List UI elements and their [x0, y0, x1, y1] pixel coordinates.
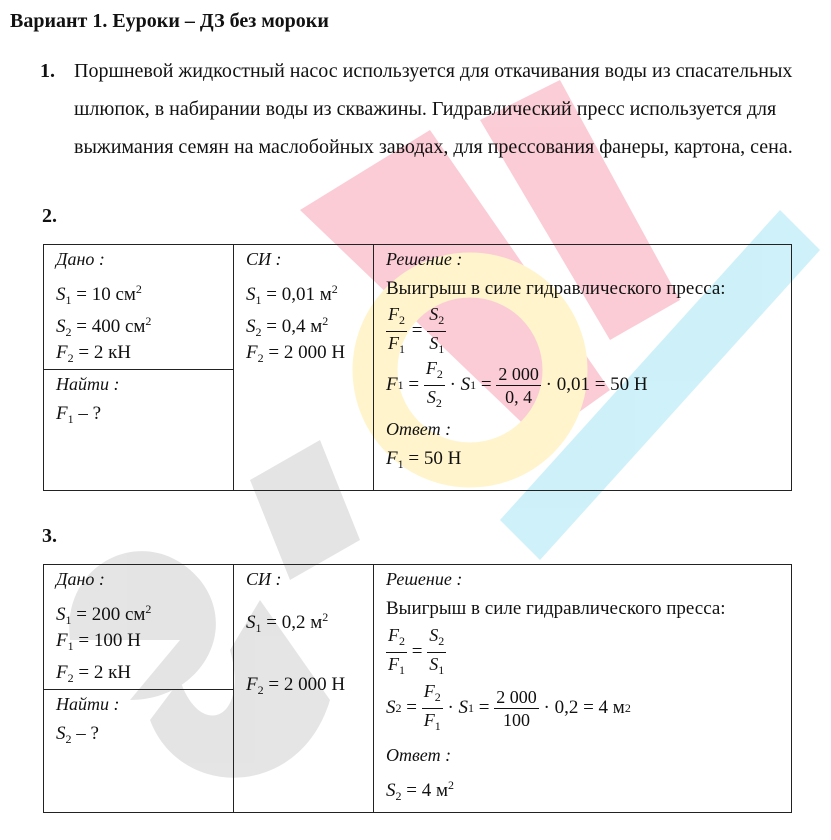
task-3-si-cell: СИ : $S_1 = 0,2$ $м^2$ $F_2 = 2$ 000 Н	[234, 565, 374, 813]
question-2-number: 2.	[42, 205, 57, 227]
solution-text: Выигрыш в силе гидравлического пресса:	[386, 278, 726, 299]
si-header: СИ	[246, 569, 272, 589]
given-line: $S_1 = 200$ $см^2$	[56, 602, 152, 627]
solution-header: Решение	[386, 569, 452, 589]
given-line: $F_2 = 2$ кН	[56, 342, 132, 365]
task-3-solution-cell: Решение : Выигрыш в силе гидравлического пресса: $\frac{F_2}{F_1}$ = $\frac{S_2}{S_1}$ S 2 = $\frac{F_2}{F_1}$ · S 1 = $\frac{2 000}{100}$ · 0,2 = 4 м 2 Ответ : $S_2 = 4$ $м^2$	[374, 565, 792, 813]
si-line: $S_2 = 0,4$ $м^2$	[246, 314, 329, 339]
calc-equation: F 1 = $\frac{F_2}{S_2}$ · S 1 = $\frac{2 000}{0, 4}$ · 0,01 = 50 Н	[386, 357, 783, 413]
answer-header: Ответ	[386, 745, 441, 765]
find-header: Найти	[56, 694, 109, 714]
task-3-table	[43, 564, 792, 813]
task-2-table	[43, 244, 792, 491]
ratio-equation: $\frac{F_2}{F_1}$ = $\frac{S_2}{S_1}$	[386, 305, 783, 357]
page-title: Вариант 1. Еуроки – ДЗ без мороки	[10, 10, 329, 32]
given-line: $F_2 = 2$ кН	[56, 662, 132, 685]
question-1-number: 1.	[40, 60, 55, 82]
fraction: $\frac{S_2}{S_1}$	[429, 624, 445, 677]
fraction: $\frac{F_2}{F_1}$	[423, 680, 441, 733]
fraction: $\frac{2 000}{0, 4}$	[498, 363, 539, 407]
given-line: $S_2 = 400$ $см^2$	[56, 314, 152, 339]
fraction: $\frac{F_2}{S_2}$	[425, 357, 443, 410]
question-1-text: Поршневой жидкостный насос используется для откачивания воды из спасательных шлюпок, в набирании воды из скважины. Гидравлический пресс используется для выжимания семян на маслобойных заводах, для прессования фанеры, картона, сена.	[74, 60, 793, 158]
answer-line: $F_1 = 50$ Н	[386, 448, 462, 471]
si-line: $S_1 = 0,2$ $м^2$	[246, 610, 329, 635]
given-header: Дано	[56, 569, 95, 589]
find-line: $S_2$ – ?	[56, 723, 99, 746]
task-2-si-cell: СИ : $S_1 = 0,01$ $м^2$ $S_2 = 0,4$ $м^2$ $F_2 = 2$ 000 Н	[234, 245, 374, 491]
task-2-solution-cell: Решение : Выигрыш в силе гидравлического пресса: $\frac{F_2}{F_1}$ = $\frac{S_2}{S_1}$ F 1 = $\frac{F_2}{S_2}$ · S 1 = $\frac{2 000}{0, 4}$ · 0,01 = 50 Н Ответ : $F_1 = 50$ Н	[374, 245, 792, 491]
find-line: $F_1$ – ?	[56, 403, 102, 426]
si-line: $F_2 = 2$ 000 Н	[246, 342, 346, 365]
fraction: $\frac{F_2}{F_1}$	[388, 303, 405, 356]
task-2-find-cell: Найти : $F_1$ – ?	[44, 370, 234, 491]
question-1	[40, 52, 820, 166]
fraction: $\frac{S_2}{S_1}$	[429, 303, 445, 356]
calc-equation: S 2 = $\frac{F_2}{F_1}$ · S 1 = $\frac{2 000}{100}$ · 0,2 = 4 м 2	[386, 679, 783, 737]
si-line: $S_1 = 0,01$ $м^2$	[246, 282, 338, 307]
solution-text: Выигрыш в силе гидравлического пресса:	[386, 598, 726, 619]
answer-line: $S_2 = 4$ $м^2$	[386, 778, 454, 803]
solution-header: Решение	[386, 249, 452, 269]
si-header: СИ	[246, 249, 272, 269]
find-header: Найти	[56, 374, 109, 394]
given-line: $S_1 = 10$ $см^2$	[56, 282, 142, 307]
fraction: $\frac{F_2}{F_1}$	[388, 624, 405, 677]
ratio-equation: $\frac{F_2}{F_1}$ = $\frac{S_2}{S_1}$	[386, 625, 783, 679]
task-3-find-cell: Найти : $S_2$ – ?	[44, 690, 234, 813]
task-3-given-cell: Дано : $S_1 = 200$ $см^2$ $F_1 = 100$ Н $F_2 = 2$ кН	[44, 565, 234, 690]
si-line: $F_2 = 2$ 000 Н	[246, 674, 346, 697]
fraction: $\frac{2 000}{100}$	[496, 686, 537, 730]
given-line: $F_1 = 100$ Н	[56, 630, 141, 653]
question-3-number: 3.	[42, 525, 57, 547]
task-2-given-cell: Дано : $S_1 = 10$ $см^2$ $S_2 = 400$ $см^2$ $F_2 = 2$ кН	[44, 245, 234, 370]
answer-header: Ответ	[386, 419, 441, 439]
given-header: Дано	[56, 249, 95, 269]
